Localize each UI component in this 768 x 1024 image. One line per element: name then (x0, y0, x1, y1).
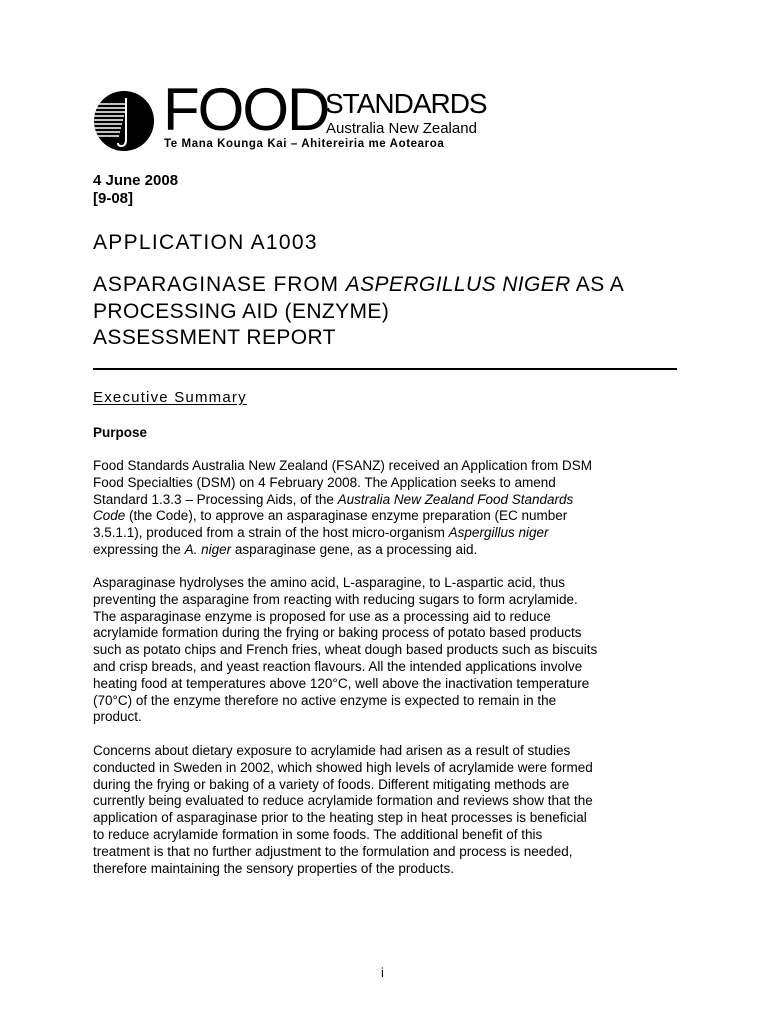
paragraph-line: acrylamide formation during the frying or baking process of potato based products (93, 625, 582, 641)
report-title-line-3: ASSESSMENT REPORT (93, 326, 336, 349)
paragraph-line: treatment is that no further adjustment to the formulation and process is needed, (93, 843, 573, 859)
paragraph-line: The asparaginase enzyme is proposed for use as a processing aid to reduce (93, 608, 551, 624)
paragraph-line: heating food at temperatures above 120°C, well above the inactivation temperature (93, 675, 590, 691)
application-title: APPLICATION A1003 (93, 231, 318, 254)
fsanz-logo (93, 76, 513, 158)
paragraph-line: to reduce acrylamide formation in some foods. The additional benefit of this (93, 826, 543, 842)
paragraph-line (93, 542, 693, 559)
date-block (93, 172, 178, 208)
line-text: 3.5.1.1), produced from a strain of the host micro-organism (93, 525, 449, 541)
line-italic: A. niger (184, 541, 232, 557)
paragraph-line: currently being evaluated to reduce acrylamide formation and reviews show that the (93, 793, 593, 809)
report-title (93, 272, 624, 352)
paragraph-line: therefore maintaining the sensory properties of the products. (93, 860, 454, 876)
paragraph-purpose (93, 458, 693, 559)
line-text: Standard 1.3.3 – Processing Aids, of the (93, 491, 338, 507)
section-heading: Executive Summary (93, 389, 247, 406)
line-text: (the Code), to approve an asparaginase enzyme preparation (EC number (125, 508, 568, 524)
paragraph-line (93, 492, 693, 509)
report-title-line-1 (93, 272, 624, 299)
report-ref: [9-08] (93, 190, 134, 207)
title-divider (93, 368, 677, 370)
paragraph-line: preventing the asparagine from reacting with reducing sugars to form acrylamide. (93, 591, 578, 607)
paragraph-line: (70°C) of the enzyme therefore no active enzyme is expected to remain in the (93, 692, 557, 708)
subheading-purpose: Purpose (93, 425, 148, 440)
page-number: i (381, 965, 384, 980)
paragraph-line: Food Standards Australia New Zealand (FSANZ) received an Application from DSM (93, 458, 592, 473)
report-title-post: AS A (570, 273, 625, 296)
paragraph-line: Concerns about dietary exposure to acrylamide had arisen as a result of studies (93, 743, 571, 758)
paragraph-concerns (93, 743, 693, 877)
paragraph-line: application of asparaginase prior to the heating step in heat processes is beneficial (93, 810, 587, 826)
line-italic: Aspergillus niger (448, 525, 549, 541)
paragraph-line: and crisp breads, and yeast reaction flavours. All the intended applications involve (93, 658, 583, 674)
logo-wordmark-standards: STANDARDS (325, 88, 487, 119)
paragraph-line (93, 508, 693, 525)
paragraph-mechanism (93, 575, 693, 726)
paragraph-line: conducted in Sweden in 2002, which showed high levels of acrylamide were formed (93, 759, 593, 775)
logo-wordmark-food: FOOD (163, 76, 329, 143)
line-italic: Code (93, 508, 126, 524)
paragraph-line: Asparaginase hydrolyses the amino acid, L-asparagine, to L-aspartic acid, thus (93, 575, 566, 590)
paragraph-line: Food Specialties (DSM) on 4 February 2008. The Application seeks to amend (93, 474, 556, 490)
report-title-organism: ASPERGILLUS NIGER (345, 273, 571, 296)
paragraph-line: during the frying or baking of a variety of foods. Different mitigating methods are (93, 776, 570, 792)
logo-tagline: Te Mana Kounga Kai – Ahitereiria me Aotearoa (164, 138, 445, 150)
report-title-pre: ASPARAGINASE FROM (93, 273, 346, 296)
paragraph-line: such as potato chips and French fries, wheat dough based products such as biscuits (93, 642, 598, 658)
line-italic: Australia New Zealand Food Standards (337, 491, 574, 507)
paragraph-line: product. (93, 709, 142, 725)
report-date: 4 June 2008 (93, 172, 179, 189)
logo-region: Australia New Zealand (326, 120, 477, 137)
report-title-line-2: PROCESSING AID (ENZYME) (93, 299, 390, 323)
paragraph-line (93, 525, 693, 542)
line-text: asparaginase gene, as a processing aid. (231, 541, 478, 557)
fsanz-logo-mark-icon (93, 90, 155, 152)
line-text: expressing the (93, 541, 185, 557)
